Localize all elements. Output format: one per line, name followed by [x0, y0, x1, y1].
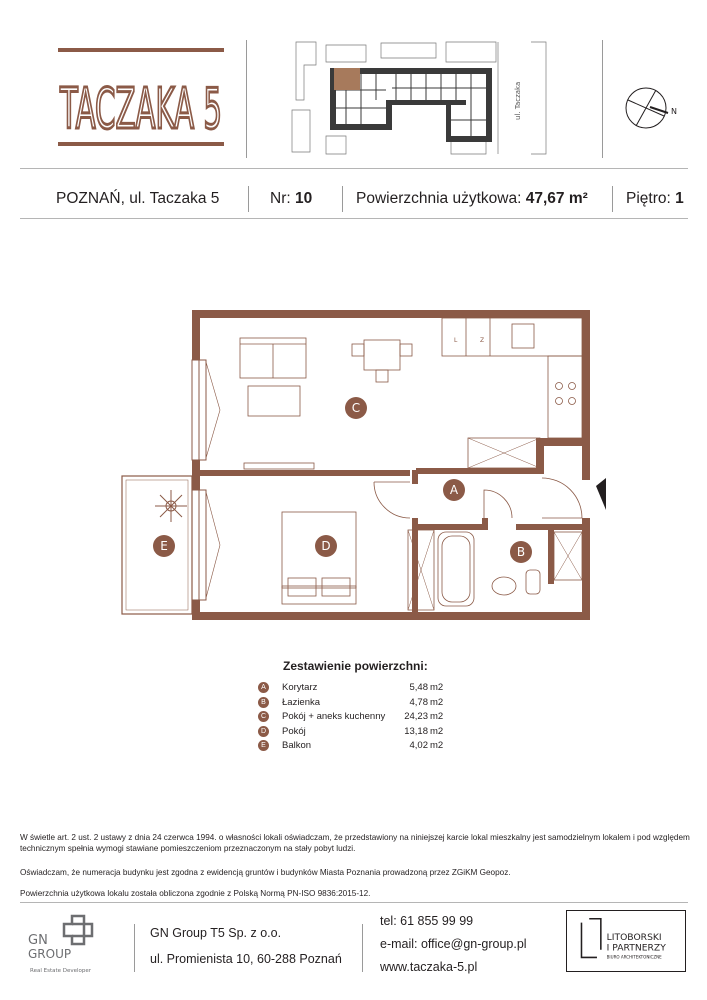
legend-row [258, 739, 458, 753]
architect-tagline: BIURO ARCHITEKTONICZNE [606, 954, 662, 960]
header-divider-2 [602, 40, 603, 158]
phone-text[interactable]: tel: 61 855 99 99 [380, 914, 474, 928]
legal-note-1: W świetle art. 2 ust. 2 ustawy z dnia 24 czerwca 1994. o własności lokali oświadczam, że przedstawiony na niniejszej karcie lokal mieszkalny jest samodzielnym lokalem i pod względem technicznym spełnia wymogi stawiane pomieszczeniom przeznaczonym na stały pobyt ludzi. [20, 833, 690, 853]
legend-room-area: 5,48 [409, 682, 428, 693]
legend-room-name: Pokój [282, 726, 306, 737]
area-label: Powierzchnia użytkowa: [356, 190, 522, 207]
legend-row [258, 681, 458, 695]
svg-text:I PARTNERZY: I PARTNERZY [606, 942, 666, 954]
architect-logo [566, 910, 686, 972]
info-separator [248, 186, 249, 212]
legend-room-area: 24,23 [404, 711, 428, 722]
website-link[interactable]: www.taczaka-5.pl [380, 960, 478, 974]
taczaka-logo [58, 48, 226, 148]
legend-room-unit: m2 [430, 697, 444, 708]
legend-room-area: 4,78 [409, 697, 428, 708]
number-value: 10 [294, 190, 313, 207]
legend-row [258, 696, 458, 710]
floor-label: Piętro: [626, 190, 671, 207]
gn-tagline: Real Estate Developer [30, 968, 92, 974]
legend-room-name: Balkon [282, 740, 312, 751]
info-separator [342, 186, 343, 212]
fridge-label-z: Z [480, 337, 485, 344]
legend-room-unit: m2 [430, 711, 444, 722]
room-a-badge: A [449, 483, 459, 497]
legend-title: Zestawienie powierzchni: [283, 659, 428, 673]
legend-badge: B [258, 697, 269, 708]
header-rule [20, 168, 688, 169]
street-label: ul. Taczaka [514, 81, 522, 120]
legend-room-name: Łazienka [282, 697, 321, 708]
footer-divider [134, 924, 135, 972]
company-name: GN Group T5 Sp. z o.o. [150, 926, 282, 940]
legend-room-name: Pokój + aneks kuchenny [282, 711, 386, 722]
info-bar [0, 174, 707, 220]
legend-room-unit: m2 [430, 682, 444, 693]
floor-number [626, 190, 684, 208]
svg-text:GROUP: GROUP [28, 947, 72, 961]
floor-plan [116, 300, 606, 630]
apartment-number [270, 190, 312, 208]
footer-rule [20, 902, 688, 903]
svg-text:TACZAKA 5: TACZAKA 5 [59, 77, 223, 142]
header-divider [246, 40, 247, 158]
north-label: N [671, 107, 677, 116]
gn-group-logo [26, 912, 106, 976]
svg-text:LITOBORSKI: LITOBORSKI [606, 932, 662, 944]
legal-note-2: Oświadczam, że numeracja budynku jest zgodna z ewidencją gruntów i budynków Miasta Poznania prowadzoną przez ZGiKM Geopoz. [20, 868, 511, 877]
legend-room-unit: m2 [430, 726, 444, 737]
room-b-badge: B [516, 545, 526, 559]
usable-area [356, 190, 588, 208]
room-c-badge: C [351, 401, 361, 415]
room-e-badge: E [160, 539, 168, 553]
legal-note-3: Powierzchnia użytkowa lokalu została obliczona zgodnie z Polską Normą PN-ISO 9836:2015-12. [20, 889, 371, 898]
number-label: Nr: [270, 190, 291, 207]
svg-text:GN: GN [28, 933, 48, 948]
legend-room-area: 4,02 [409, 740, 428, 751]
email-link[interactable]: e-mail: office@gn-group.pl [380, 937, 527, 951]
company-address: ul. Promienista 10, 60-288 Poznań [150, 952, 342, 966]
room-d-badge: D [321, 539, 331, 553]
legend-badge: A [258, 682, 269, 693]
legend-row [258, 710, 458, 724]
footer-divider [362, 924, 363, 972]
legend-room-name: Korytarz [282, 682, 318, 693]
compass-icon [620, 78, 690, 138]
address-text: POZNAŃ, ul. Taczaka 5 [56, 190, 220, 207]
info-rule [20, 218, 688, 219]
legend-room-unit: m2 [430, 740, 444, 751]
floor-value: 1 [675, 190, 684, 207]
legend-badge: E [258, 740, 269, 751]
site-plan-thumbnail [286, 40, 568, 156]
info-separator [612, 186, 613, 212]
fridge-label-l: L [454, 337, 458, 344]
legend-badge: C [258, 711, 269, 722]
area-value: 47,67 m² [525, 190, 588, 207]
legend-row [258, 725, 458, 739]
legend-badge: D [258, 726, 269, 737]
legend-room-area: 13,18 [404, 726, 428, 737]
